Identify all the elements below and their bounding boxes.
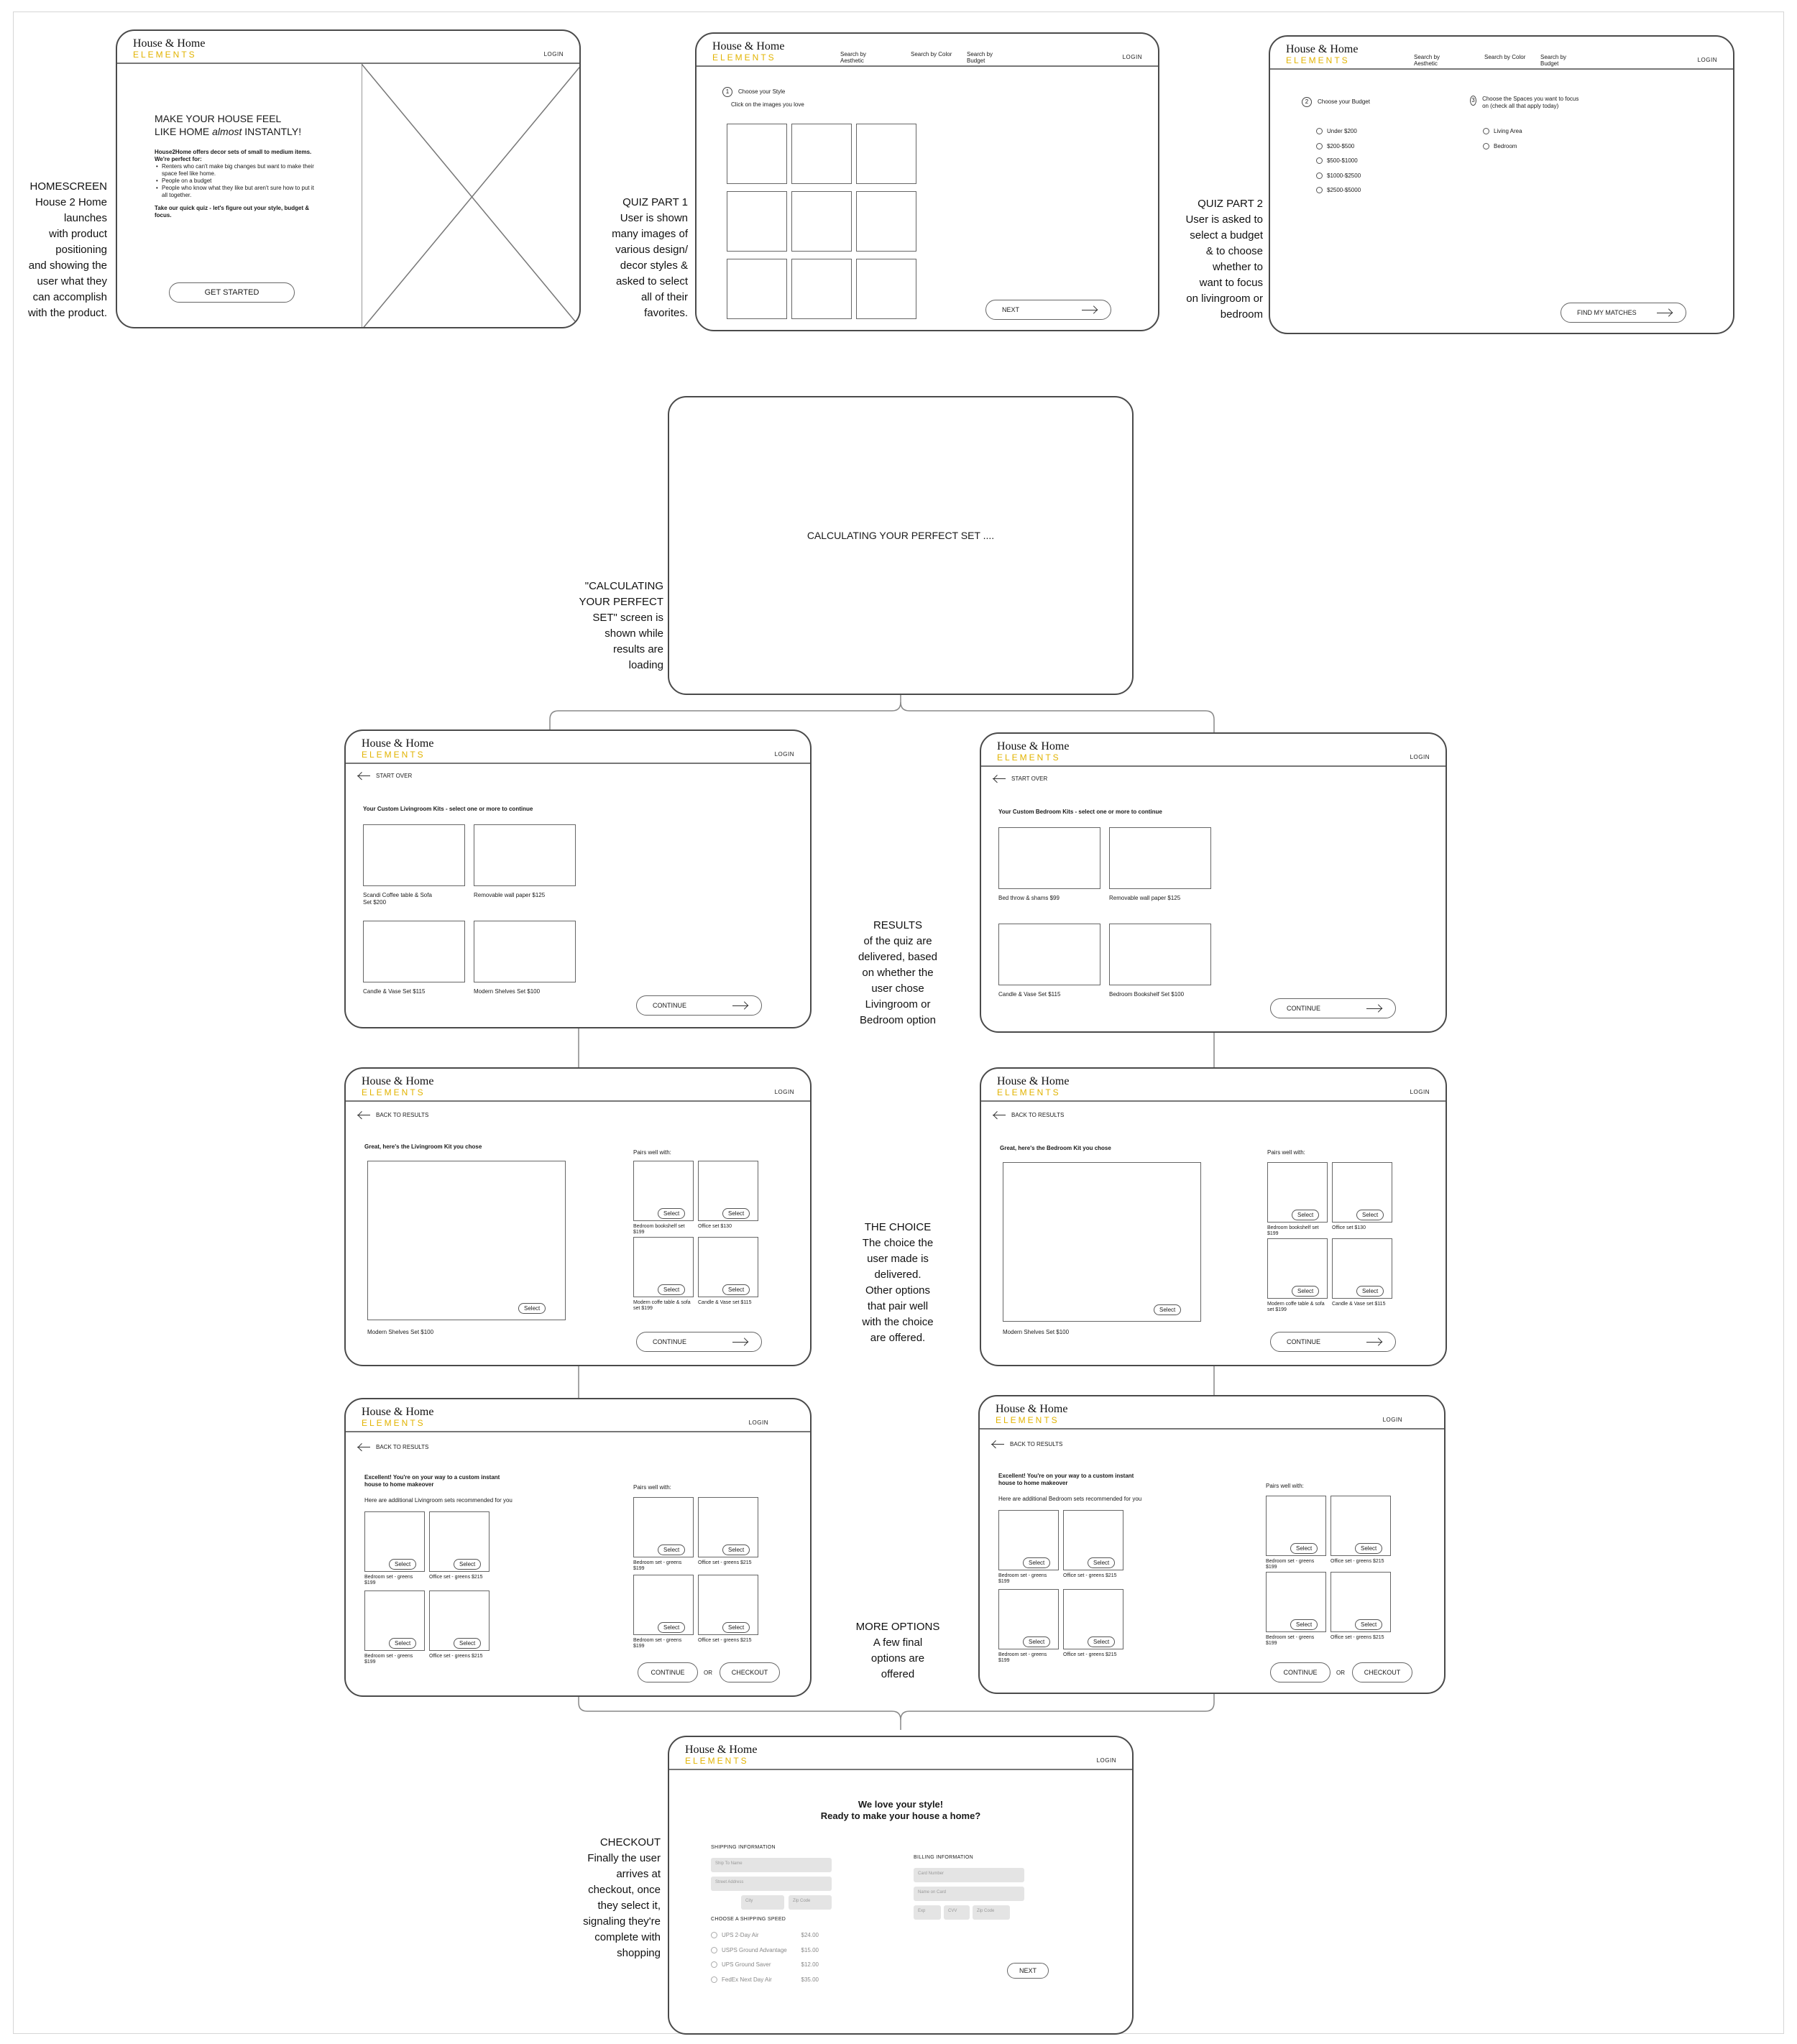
- name-on-card-field[interactable]: Name on Card: [914, 1887, 1024, 1901]
- step-title: 1 Choose your Style: [722, 87, 785, 97]
- card-number-field[interactable]: Card Number: [914, 1868, 1024, 1882]
- kit-image[interactable]: [363, 824, 465, 886]
- flow-canvas: [13, 11, 1784, 2034]
- more-title: Excellent! You're on your way to a custom instant house to home makeover: [364, 1474, 500, 1488]
- kit-image[interactable]: [1109, 924, 1211, 985]
- brand-sub: ELEMENTS: [362, 750, 426, 760]
- choice-annotation: THE CHOICE The choice the user made is delivered. Other options that pair well with the choice are offered.: [862, 1221, 934, 1344]
- pairs-title: Pairs well with:: [1266, 1483, 1304, 1489]
- quiz2-annotation: QUIZ PART 2 User is asked to select a budget & to choose whether to want to focus on livingroom or bedroom: [1185, 198, 1263, 321]
- budget-option: $500-$1000: [1316, 154, 1361, 169]
- back-to-results-link[interactable]: BACK TO RESULTS: [357, 1112, 428, 1118]
- login-link[interactable]: LOGIN: [1697, 57, 1717, 63]
- brand-logo: House & Home: [133, 37, 206, 50]
- start-over-link[interactable]: START OVER: [993, 775, 1047, 782]
- arrow-right-icon: [1366, 1008, 1382, 1009]
- shipping-title: SHIPPING INFORMATION: [711, 1845, 776, 1850]
- next-button[interactable]: NEXT: [985, 300, 1111, 320]
- select-button[interactable]: Select: [1023, 1557, 1050, 1568]
- more-livingroom-frame: [344, 1398, 812, 1697]
- spaces-title: 3 Choose the Spaces you want to focus on (check all that apply today): [1470, 96, 1585, 110]
- billing-zip-field[interactable]: Zip Code: [973, 1905, 1010, 1920]
- select-button[interactable]: Select: [1088, 1557, 1115, 1568]
- select-button[interactable]: Select: [1154, 1304, 1181, 1315]
- checkout-annotation: CHECKOUT Finally the user arrives at checkout, once they select it, signaling they're complete with shopping: [583, 1836, 661, 1959]
- get-started-button[interactable]: GET STARTED: [169, 282, 295, 303]
- homescreen-annotation: HOMESCREEN House 2 Home launches with product positioning and showing the user what they can accomplish with the product.: [27, 180, 107, 319]
- chosen-kit-image: [367, 1161, 566, 1320]
- kit-image[interactable]: [998, 827, 1100, 889]
- set-caption: Office set - greens $215: [1063, 1573, 1117, 1578]
- continue-button[interactable]: CONTINUE: [1270, 998, 1396, 1018]
- back-to-results-link[interactable]: BACK TO RESULTS: [357, 1444, 428, 1450]
- more-title: Excellent! You're on your way to a custom instant house to home makeover: [998, 1473, 1134, 1486]
- kit-caption: Modern Shelves Set $100: [474, 988, 541, 995]
- results-title: Your Custom Livingroom Kits - select one or more to continue: [363, 806, 533, 812]
- budget-option: $1000-$2500: [1316, 169, 1361, 184]
- pair-caption: Bedroom bookshelf set $199: [1267, 1225, 1319, 1236]
- choice-bedroom-frame: [980, 1067, 1447, 1366]
- cvv-field[interactable]: CVV: [944, 1905, 970, 1920]
- find-matches-button[interactable]: FIND MY MATCHES: [1561, 303, 1686, 323]
- home-headline-1: MAKE YOUR HOUSE FEEL: [155, 113, 282, 124]
- pair-caption: Candle & Vase set $115: [698, 1300, 752, 1305]
- arrow-left-icon: [993, 778, 1006, 779]
- shipping-speeds[interactable]: [711, 1928, 819, 1987]
- radio-icon: [711, 1976, 717, 1983]
- select-button[interactable]: Select: [722, 1544, 750, 1555]
- speed-option: FedEx Next Day Air $35.00: [711, 1973, 819, 1988]
- pair-caption: Office set $130: [698, 1224, 732, 1229]
- speed-title: CHOOSE A SHIPPING SPEED: [711, 1917, 786, 1922]
- brand-sub: ELEMENTS: [997, 1087, 1061, 1097]
- radio-icon: [711, 1932, 717, 1938]
- header: [669, 1737, 1132, 1770]
- brand-logo: House & Home: [997, 740, 1070, 752]
- continue-button[interactable]: CONTINUE: [1270, 1662, 1330, 1682]
- brand-logo: House & Home: [997, 1075, 1070, 1087]
- chosen-kit-caption: Modern Shelves Set $100: [1003, 1329, 1070, 1335]
- pair-caption: Office set - greens $215: [1330, 1635, 1384, 1640]
- brand-logo: House & Home: [362, 737, 434, 750]
- ship-name-field[interactable]: Ship To Name: [711, 1858, 832, 1872]
- arrow-right-icon: [732, 1005, 748, 1006]
- exp-field[interactable]: Exp: [914, 1905, 941, 1920]
- kit-image[interactable]: [474, 824, 576, 886]
- space-option: Bedroom: [1483, 139, 1522, 155]
- kit-image[interactable]: [998, 924, 1100, 985]
- brand-logo: House & Home: [712, 40, 785, 52]
- arrow-left-icon: [991, 1444, 1004, 1445]
- pair-caption: Bedroom set - greens $199: [1266, 1635, 1315, 1646]
- more-bedroom-frame: [978, 1395, 1446, 1694]
- login-link[interactable]: LOGIN: [543, 51, 564, 57]
- home-bullets: • Renters who can't make big changes but want to make their space feel like home. • People on a budget • People who know what they like but aren't sure how to put it all together.: [155, 163, 320, 199]
- login-link[interactable]: LOGIN: [1382, 1417, 1402, 1423]
- checkout-button[interactable]: CHECKOUT: [720, 1662, 780, 1682]
- select-button[interactable]: Select: [1355, 1619, 1382, 1630]
- set-caption: Bedroom set - greens $199: [998, 1573, 1047, 1584]
- brand-sub: ELEMENTS: [997, 752, 1061, 763]
- pair-caption: Modern coffe table & sofa set $199: [633, 1300, 691, 1311]
- brand-sub: ELEMENTS: [712, 52, 776, 63]
- pair-caption: Modern coffe table & sofa set $199: [1267, 1302, 1325, 1312]
- select-button[interactable]: Select: [454, 1559, 481, 1570]
- more-sub: Here are additional Livingroom sets recommended for you: [364, 1497, 513, 1504]
- budget-option: $200-$500: [1316, 139, 1361, 155]
- kit-caption: Removable wall paper $125: [474, 892, 546, 898]
- header: [346, 1399, 810, 1432]
- brand-sub: ELEMENTS: [133, 50, 197, 60]
- pair-caption: Bedroom set - greens $199: [633, 1638, 682, 1649]
- continue-button[interactable]: CONTINUE: [636, 1332, 762, 1352]
- header: [981, 734, 1446, 767]
- select-button[interactable]: Select: [1356, 1210, 1384, 1220]
- radio-icon: [711, 1961, 717, 1968]
- chosen-kit-image: [1003, 1162, 1201, 1322]
- back-to-results-link[interactable]: BACK TO RESULTS: [993, 1112, 1064, 1118]
- select-button[interactable]: Select: [1088, 1636, 1115, 1647]
- select-button[interactable]: Select: [1292, 1210, 1319, 1220]
- pair-caption: Bedroom set - greens $199: [633, 1560, 682, 1571]
- set-caption: Office set - greens $215: [1063, 1652, 1117, 1657]
- pair-caption: Office set - greens $215: [698, 1560, 752, 1565]
- select-button[interactable]: Select: [1292, 1286, 1319, 1297]
- login-link[interactable]: LOGIN: [774, 751, 794, 758]
- set-caption: Bedroom set - greens $199: [998, 1652, 1047, 1663]
- header: [346, 731, 810, 764]
- results-annotation: RESULTS of the quiz are delivered, based on whether the user chose Livingroom or Bedroom option: [858, 919, 938, 1026]
- kit-caption: Candle & Vase Set $115: [998, 991, 1061, 998]
- start-over-link[interactable]: START OVER: [357, 773, 412, 779]
- checkout-frame: [668, 1736, 1134, 2035]
- speed-option: UPS Ground Saver $12.00: [711, 1958, 819, 1973]
- back-to-results-link[interactable]: BACK TO RESULTS: [991, 1441, 1062, 1447]
- calculating-text: CALCULATING YOUR PERFECT SET ....: [806, 530, 995, 541]
- results-title: Your Custom Bedroom Kits - select one or more to continue: [998, 809, 1162, 815]
- budget-option: $2500-$5000: [1316, 183, 1361, 198]
- pair-caption: Bedroom bookshelf set $199: [633, 1224, 685, 1235]
- pair-caption: Bedroom set - greens $199: [1266, 1559, 1315, 1570]
- pair-caption: Office set $130: [1332, 1225, 1366, 1230]
- arrow-right-icon: [732, 1342, 748, 1343]
- set-caption: Bedroom set - greens $199: [364, 1654, 413, 1665]
- header: [346, 1069, 810, 1102]
- kit-caption: Scandi Coffee table & Sofa Set $200: [363, 892, 432, 906]
- or-text: OR: [704, 1670, 712, 1676]
- results-livingroom-frame: [344, 729, 812, 1028]
- brand-sub: ELEMENTS: [362, 1418, 426, 1428]
- choice-title: Great, here's the Bedroom Kit you chose: [1000, 1145, 1111, 1151]
- choice-title: Great, here's the Livingroom Kit you chose: [364, 1143, 482, 1150]
- home-headline-2: LIKE HOME almost INSTANTLY!: [155, 126, 302, 137]
- select-button[interactable]: Select: [722, 1208, 750, 1219]
- select-button[interactable]: Select: [518, 1303, 546, 1314]
- select-button[interactable]: Select: [389, 1559, 416, 1570]
- budget-option: Under $200: [1316, 124, 1361, 139]
- nav-aesthetic[interactable]: Search by Aesthetic: [1414, 54, 1440, 67]
- login-link[interactable]: LOGIN: [774, 1089, 794, 1095]
- brand-sub: ELEMENTS: [362, 1087, 426, 1097]
- kit-caption: Bedroom Bookshelf Set $100: [1109, 991, 1185, 998]
- select-button[interactable]: Select: [658, 1622, 685, 1633]
- header: [981, 1069, 1446, 1102]
- kit-caption: Bed throw & shams $99: [998, 895, 1060, 901]
- continue-button[interactable]: CONTINUE: [1270, 1332, 1396, 1352]
- or-text: OR: [1336, 1670, 1345, 1676]
- choice-livingroom-frame: [344, 1067, 812, 1366]
- brand-sub: ELEMENTS: [1286, 55, 1350, 65]
- kit-image[interactable]: [1109, 827, 1211, 889]
- nav-budget[interactable]: Search by Budget: [967, 51, 993, 64]
- pairs-title: Pairs well with:: [633, 1149, 671, 1156]
- login-link[interactable]: LOGIN: [1410, 754, 1430, 760]
- brand-logo: House & Home: [362, 1075, 434, 1087]
- select-button[interactable]: Select: [722, 1284, 750, 1295]
- pair-caption: Candle & Vase set $115: [1332, 1302, 1386, 1307]
- select-button[interactable]: Select: [1290, 1543, 1318, 1554]
- set-caption: Office set - greens $215: [429, 1654, 483, 1659]
- street-address-field[interactable]: Street Address: [711, 1877, 832, 1891]
- arrow-left-icon: [357, 775, 370, 776]
- pairs-title: Pairs well with:: [1267, 1149, 1305, 1156]
- budget-title: 2 Choose your Budget: [1302, 97, 1370, 107]
- radio-icon: [711, 1947, 717, 1953]
- arrow-right-icon: [1366, 1342, 1382, 1343]
- kit-caption: Candle & Vase Set $115: [363, 988, 426, 995]
- checkout-button[interactable]: CHECKOUT: [1352, 1662, 1412, 1682]
- brand-sub: ELEMENTS: [996, 1415, 1060, 1425]
- nav-color[interactable]: Search by Color: [911, 51, 952, 57]
- login-link[interactable]: LOGIN: [1410, 1089, 1430, 1095]
- set-caption: Bedroom set - greens $199: [364, 1575, 413, 1585]
- kit-image[interactable]: [474, 921, 576, 982]
- next-button[interactable]: NEXT: [1007, 1963, 1049, 1979]
- select-button[interactable]: Select: [1290, 1619, 1318, 1630]
- calculating-annotation: "CALCULATING YOUR PERFECT SET" screen is shown while results are loading: [579, 580, 663, 671]
- nav-color[interactable]: Search by Color: [1484, 54, 1526, 60]
- pairs-title: Pairs well with:: [633, 1484, 671, 1491]
- brand-logo: House & Home: [685, 1744, 758, 1756]
- step-sub: Click on the images you love: [731, 101, 804, 108]
- select-button[interactable]: Select: [454, 1638, 481, 1649]
- login-link[interactable]: LOGIN: [1122, 54, 1142, 60]
- kit-image[interactable]: [363, 921, 465, 982]
- billing-title: BILLING INFORMATION: [914, 1855, 973, 1860]
- zip-field[interactable]: Zip Code: [789, 1895, 832, 1910]
- kit-caption: Removable wall paper $125: [1109, 895, 1181, 901]
- nav-budget[interactable]: Search by Budget: [1540, 54, 1567, 67]
- brand-logo: House & Home: [362, 1406, 434, 1418]
- select-button[interactable]: Select: [1023, 1636, 1050, 1647]
- brand-sub: ELEMENTS: [685, 1756, 749, 1766]
- continue-button[interactable]: CONTINUE: [636, 995, 762, 1016]
- home-cta-text: Take our quick quiz - let's figure out your style, budget & focus.: [155, 205, 310, 218]
- nav-aesthetic[interactable]: Search by Aesthetic: [840, 51, 867, 64]
- city-field[interactable]: City: [741, 1895, 784, 1910]
- pair-caption: Office set - greens $215: [698, 1638, 752, 1643]
- brand-logo: House & Home: [1286, 43, 1359, 55]
- more-annotation: MORE OPTIONS A few final options are offered: [855, 1621, 940, 1680]
- select-button[interactable]: Select: [1355, 1543, 1382, 1554]
- select-button[interactable]: Select: [658, 1208, 685, 1219]
- quiz1-annotation: QUIZ PART 1 User is shown many images of various design/ decor styles & asked to select all of their favorites.: [612, 196, 688, 319]
- select-button[interactable]: Select: [1356, 1286, 1384, 1297]
- login-link[interactable]: LOGIN: [1096, 1757, 1116, 1764]
- brand-logo: House & Home: [996, 1403, 1068, 1415]
- chosen-kit-caption: Modern Shelves Set $100: [367, 1329, 434, 1335]
- checkout-title: We love your style! Ready to make your house a home?: [820, 1799, 981, 1821]
- select-button[interactable]: Select: [658, 1544, 685, 1555]
- header: [980, 1396, 1444, 1430]
- login-link[interactable]: LOGIN: [748, 1419, 768, 1426]
- speed-option: UPS 2-Day Air $24.00: [711, 1928, 819, 1943]
- set-caption: Office set - greens $215: [429, 1575, 483, 1580]
- select-button[interactable]: Select: [658, 1284, 685, 1295]
- space-option: Living Area: [1483, 124, 1522, 139]
- home-intro: House2Home offers decor sets of small to medium items. We're perfect for:: [155, 149, 312, 162]
- continue-button[interactable]: CONTINUE: [638, 1662, 698, 1682]
- more-sub: Here are additional Bedroom sets recommended for you: [998, 1496, 1142, 1502]
- select-button[interactable]: Select: [722, 1622, 750, 1633]
- results-bedroom-frame: [980, 732, 1447, 1033]
- pair-caption: Office set - greens $215: [1330, 1559, 1384, 1564]
- select-button[interactable]: Select: [389, 1638, 416, 1649]
- speed-option: USPS Ground Advantage $15.00: [711, 1943, 819, 1958]
